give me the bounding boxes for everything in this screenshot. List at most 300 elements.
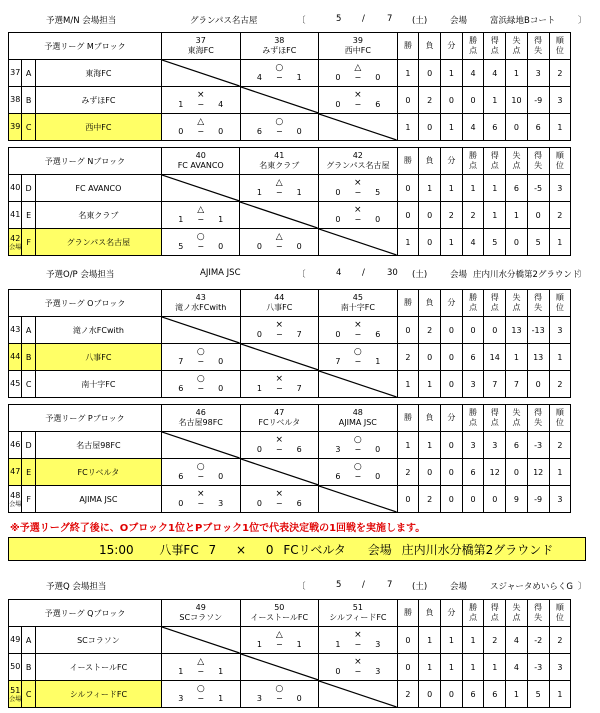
- stat-header-label: 失: [512, 293, 521, 302]
- result-symbol: ×: [354, 320, 362, 330]
- team-index: [9, 114, 22, 141]
- stat-value: 1: [397, 60, 419, 87]
- score-separator: −: [275, 242, 283, 251]
- stat-header-label: 位: [555, 161, 564, 170]
- header-venue-label: 会場: [450, 270, 468, 280]
- stat-header-label: 得: [490, 293, 499, 302]
- team-letter: C: [22, 371, 35, 398]
- stat-header-label: 失: [512, 408, 521, 417]
- match-result-cell: [240, 317, 319, 344]
- stat-value: 1: [441, 60, 463, 87]
- stat-value: 2: [419, 317, 441, 344]
- match-result-cell: [319, 344, 398, 371]
- opponent-number: 37: [195, 36, 206, 45]
- stat-header-label: 順: [555, 603, 564, 612]
- result-symbol: △: [275, 178, 283, 188]
- stat-header-label: 得: [534, 36, 543, 45]
- team-index: [9, 371, 22, 398]
- score-separator: −: [197, 357, 205, 366]
- match-result-cell: [240, 60, 319, 87]
- score-for: 0: [256, 242, 262, 251]
- stat-value: -2: [527, 627, 549, 654]
- opponent-name: みずほFC: [262, 46, 297, 55]
- result-score: [319, 330, 397, 339]
- self-match-cell: [240, 459, 319, 486]
- stat-value: 4: [462, 229, 484, 256]
- stat-value: 4: [462, 114, 484, 141]
- team-number: 51: [10, 685, 21, 695]
- self-match-cell: [161, 627, 240, 654]
- team-letter: B: [22, 87, 35, 114]
- stat-header-label: 失: [534, 46, 543, 55]
- table-row: [9, 202, 593, 229]
- self-match-cell: [240, 344, 319, 371]
- match-result-cell: [319, 432, 398, 459]
- team-index: [9, 459, 22, 486]
- stat-value: 0: [441, 317, 463, 344]
- diagonal-line: [240, 202, 318, 228]
- opponent-number: 43: [195, 293, 206, 302]
- stat-header-label: 点: [490, 613, 499, 622]
- table-header-row: [9, 600, 593, 627]
- block-title: 予選リーグ Mブロック: [9, 33, 162, 60]
- score-against: 0: [218, 384, 224, 393]
- stat-value: 0: [441, 371, 463, 398]
- table-row: [9, 344, 593, 371]
- stat-value: 1: [419, 432, 441, 459]
- result-score: [319, 667, 397, 676]
- table-row: [9, 229, 593, 256]
- stat-header: [397, 148, 419, 175]
- stat-value: 1: [441, 114, 463, 141]
- table-row: [9, 114, 593, 141]
- stat-value: 1: [506, 202, 528, 229]
- stat-header-label: 失: [534, 303, 543, 312]
- stat-header: [462, 148, 484, 175]
- header-slash: /: [362, 268, 365, 278]
- bracket-open: 〔: [297, 582, 306, 592]
- score-for: 6: [335, 472, 341, 481]
- header-org: AJIMA JSC: [200, 268, 241, 278]
- stat-header-label: 点: [469, 161, 478, 170]
- stat-value: 1: [419, 654, 441, 681]
- opponent-number: 49: [195, 603, 206, 612]
- stat-header-label: 勝: [403, 298, 412, 307]
- stat-header-label: 負: [425, 41, 434, 50]
- team-index: [9, 344, 22, 371]
- result-score: [162, 215, 240, 224]
- stat-value: 6: [506, 432, 528, 459]
- score-against: 0: [218, 242, 224, 251]
- result-symbol: △: [197, 657, 205, 667]
- stat-header-label: 分: [447, 156, 456, 165]
- team-letter: F: [22, 486, 35, 513]
- score-against: 1: [375, 357, 381, 366]
- team-letter: B: [22, 344, 35, 371]
- stat-value: 0: [506, 459, 528, 486]
- match-result-cell: [240, 432, 319, 459]
- opponent-name: 名東クラブ: [259, 161, 300, 170]
- stat-value: 3: [549, 87, 571, 114]
- result-score: [319, 100, 397, 109]
- team-letter: D: [22, 432, 35, 459]
- score-separator: −: [354, 445, 362, 454]
- stat-header-label: 失: [512, 36, 521, 45]
- stat-header-label: 分: [447, 608, 456, 617]
- header-slash: /: [362, 14, 365, 24]
- opponent-name: 西中FC: [344, 46, 371, 55]
- stat-header-label: 点: [512, 613, 521, 622]
- team-number: 42: [10, 233, 21, 243]
- stat-header: [462, 33, 484, 60]
- result-symbol: ○: [275, 684, 284, 694]
- stat-value: 1: [440, 175, 462, 202]
- stat-value: 0: [397, 486, 419, 513]
- stat-header: [527, 290, 549, 317]
- stat-header-label: 分: [447, 413, 456, 422]
- self-match-cell: [240, 202, 319, 229]
- stat-header: [549, 405, 571, 432]
- stat-header: [549, 148, 571, 175]
- team-name: 名東クラブ: [35, 202, 161, 229]
- notice-text: ※予選リーグ終了後に、Oブロック1位とPブロック1位で代表決定戦の1回戦を実施します。: [10, 523, 426, 534]
- opponent-name: 南十字FC: [340, 303, 375, 312]
- header-venue-label: 会場: [450, 16, 468, 26]
- stat-value: -9: [527, 486, 549, 513]
- stat-header-label: 点: [469, 303, 478, 312]
- stat-header-label: 順: [555, 151, 564, 160]
- team-name: イーストールFC: [35, 654, 161, 681]
- opponent-number: 48: [352, 408, 363, 417]
- stat-header-label: 点: [490, 46, 499, 55]
- stat-header-label: 得: [490, 151, 499, 160]
- stat-header-label: 得: [534, 603, 543, 612]
- stat-value: 1: [484, 654, 506, 681]
- stat-value: 13: [506, 317, 528, 344]
- venue-host-tag: 会場: [9, 695, 22, 703]
- stat-value: 0: [484, 317, 506, 344]
- score-for: 0: [335, 100, 341, 109]
- stat-value: 1: [484, 175, 506, 202]
- match-result-cell: [240, 114, 319, 141]
- diagonal-line: [241, 344, 319, 370]
- score-against: 7: [296, 330, 302, 339]
- opponent-number: 38: [274, 36, 285, 45]
- score-against: 6: [375, 330, 381, 339]
- stat-value: 1: [549, 681, 571, 708]
- league-table-n: [8, 147, 593, 256]
- score-for: 3: [256, 694, 262, 703]
- stat-value: 3: [484, 432, 506, 459]
- stat-value: 0: [419, 459, 441, 486]
- table-row: [9, 681, 593, 708]
- diagonal-line: [162, 317, 240, 343]
- table-row: [9, 175, 593, 202]
- stat-value: 2: [462, 202, 484, 229]
- result-score: [240, 188, 318, 197]
- result-score: [319, 188, 397, 197]
- team-letter: C: [22, 114, 35, 141]
- match-result-cell: [161, 371, 240, 398]
- stat-header: [484, 405, 506, 432]
- result-score: [241, 499, 319, 508]
- score-against: 6: [296, 445, 302, 454]
- result-symbol: ×: [354, 630, 362, 640]
- header-dow: (土): [412, 270, 428, 280]
- stat-header: [549, 33, 571, 60]
- score-for: 6: [178, 472, 184, 481]
- self-match-cell: [319, 229, 398, 256]
- result-symbol: ×: [275, 489, 284, 499]
- stat-value: 6: [462, 344, 484, 371]
- match-venue-label: 会場: [367, 543, 392, 557]
- score-separator: −: [354, 188, 362, 197]
- stat-header: [419, 148, 441, 175]
- stat-header-label: 勝: [403, 413, 412, 422]
- match-result-cell: [161, 87, 240, 114]
- stat-header-label: 順: [555, 293, 564, 302]
- score-against: 3: [375, 667, 381, 676]
- score-against: 0: [218, 127, 224, 136]
- stat-header: [484, 33, 506, 60]
- result-score: [162, 357, 240, 366]
- stat-header-label: 点: [512, 418, 521, 427]
- score-for: 1: [256, 384, 262, 393]
- team-letter: A: [22, 60, 35, 87]
- score-against: 0: [296, 242, 302, 251]
- opponent-name: AJIMA JSC: [338, 418, 377, 427]
- stat-value: 12: [484, 459, 506, 486]
- stat-header-label: 失: [512, 151, 521, 160]
- team-index: [9, 60, 22, 87]
- opponent-name: 滝ノ水FCwith: [175, 303, 227, 312]
- score-for: 1: [256, 640, 262, 649]
- stat-header-label: 負: [425, 298, 434, 307]
- result-score: [162, 472, 240, 481]
- opponent-header: [319, 600, 398, 627]
- header-venue: 富浜緑地Bコート: [490, 16, 556, 26]
- stat-value: 1: [419, 627, 441, 654]
- bracket-open: 〔: [297, 270, 306, 280]
- header-label: 予選O/P 会場担当: [46, 270, 115, 280]
- score-separator: −: [275, 640, 283, 649]
- opponent-header: [319, 148, 398, 175]
- score-separator: −: [197, 384, 205, 393]
- header-month: 4: [336, 268, 342, 278]
- score-against: 5: [375, 188, 381, 197]
- self-match-cell: [161, 432, 240, 459]
- stat-header-label: 失: [512, 603, 521, 612]
- score-against: 0: [296, 127, 302, 136]
- stat-value: 7: [484, 371, 506, 398]
- team-letter: A: [22, 627, 35, 654]
- match-result-cell: [161, 681, 240, 708]
- team-name: 南十字FC: [35, 371, 161, 398]
- table-row: [9, 627, 593, 654]
- diagonal-line: [319, 371, 397, 397]
- header-org: グランパス名古屋: [190, 16, 258, 26]
- result-score: [319, 445, 397, 454]
- opponent-number: 51: [352, 603, 363, 612]
- diagonal-line: [319, 114, 397, 140]
- team-index: [9, 87, 22, 114]
- stat-header-label: 勝: [403, 156, 412, 165]
- header-day: 7: [387, 14, 393, 24]
- opponent-header: [161, 33, 240, 60]
- score-for: 7: [178, 357, 184, 366]
- result-symbol: ○: [196, 684, 205, 694]
- league-table-m: [8, 32, 593, 141]
- score-against: 1: [218, 667, 224, 676]
- score-for: 0: [335, 73, 341, 82]
- stat-header-label: 得: [534, 151, 543, 160]
- opponent-name: FC AVANCO: [177, 161, 224, 170]
- stat-header-label: 失: [534, 418, 543, 427]
- score-separator: −: [275, 694, 283, 703]
- stat-header: [484, 290, 506, 317]
- stat-header: [419, 290, 441, 317]
- result-score: [162, 127, 240, 136]
- stat-header-label: 勝: [469, 293, 478, 302]
- stat-header-label: 点: [469, 418, 478, 427]
- header-venue: 庄内川水分橋第2グラウンド: [473, 270, 581, 280]
- team-index: [9, 432, 22, 459]
- diagonal-line: [162, 432, 240, 458]
- result-score: [240, 242, 318, 251]
- team-number: 50: [10, 662, 21, 671]
- stat-header: [506, 600, 528, 627]
- score-separator: −: [354, 667, 362, 676]
- match-result-cell: [240, 681, 319, 708]
- opponent-number: 40: [195, 151, 206, 160]
- opponent-header: [319, 290, 398, 317]
- team-name: 東海FC: [35, 60, 161, 87]
- result-symbol: ×: [275, 320, 284, 330]
- stat-header-label: 位: [555, 46, 564, 55]
- match-result-cell: [319, 627, 398, 654]
- result-symbol: ×: [275, 374, 284, 384]
- score-for: 1: [178, 100, 184, 109]
- stat-value: 1: [484, 202, 506, 229]
- stat-header: [419, 600, 441, 627]
- team-letter: D: [22, 175, 35, 202]
- result-score: [162, 667, 240, 676]
- opponent-name: 八事FC: [266, 303, 293, 312]
- diagonal-line: [241, 87, 319, 113]
- result-score: [162, 499, 240, 508]
- stat-value: 2: [419, 486, 441, 513]
- match-team2: FCリベルタ: [283, 543, 346, 557]
- stat-header: [441, 405, 463, 432]
- team-letter: F: [22, 229, 35, 256]
- block-title: 予選リーグ Oブロック: [9, 290, 162, 317]
- result-symbol: △: [275, 630, 283, 640]
- result-symbol: △: [275, 232, 283, 242]
- stat-header-label: 点: [512, 46, 521, 55]
- score-against: 0: [218, 357, 224, 366]
- stat-value: 0: [397, 317, 419, 344]
- stat-header-label: 得: [534, 408, 543, 417]
- opponent-header: [161, 600, 240, 627]
- score-separator: −: [197, 215, 205, 224]
- score-for: 6: [178, 384, 184, 393]
- stat-value: 6: [527, 114, 549, 141]
- score-against: 1: [218, 694, 224, 703]
- result-score: [241, 694, 319, 703]
- score-against: 0: [375, 215, 381, 224]
- result-symbol: ×: [275, 435, 284, 445]
- score-for: 1: [178, 667, 184, 676]
- stat-value: 3: [549, 175, 571, 202]
- match-result-cell: [161, 114, 240, 141]
- stat-value: 0: [462, 87, 484, 114]
- stat-value: 4: [484, 60, 506, 87]
- score-separator: −: [354, 357, 362, 366]
- score-against: 4: [218, 100, 224, 109]
- team-number: 45: [10, 379, 21, 388]
- score-separator: −: [197, 472, 205, 481]
- score-for: 0: [335, 667, 341, 676]
- opponent-header: [240, 33, 319, 60]
- stat-value: 0: [441, 486, 463, 513]
- match-result-cell: [161, 344, 240, 371]
- team-number: 47: [10, 467, 21, 476]
- match-score2: 0: [265, 543, 274, 557]
- match-x: ×: [236, 543, 247, 557]
- stat-header: [441, 290, 463, 317]
- header-slash: /: [362, 580, 365, 590]
- match-score1: 7: [208, 543, 217, 557]
- stat-value: 2: [549, 202, 571, 229]
- stat-value: 7: [506, 371, 528, 398]
- score-against: 0: [296, 694, 302, 703]
- stat-value: 1: [397, 229, 419, 256]
- result-score: [319, 73, 397, 82]
- stat-header: [527, 405, 549, 432]
- score-for: 3: [335, 445, 341, 454]
- score-separator: −: [197, 127, 205, 136]
- header-label: 予選M/N 会場担当: [46, 16, 117, 26]
- score-separator: −: [275, 384, 283, 393]
- stat-value: 2: [419, 87, 441, 114]
- team-index: [9, 202, 22, 229]
- diagonal-line: [319, 681, 397, 707]
- stat-value: 0: [419, 344, 441, 371]
- stat-header-label: 位: [555, 418, 564, 427]
- result-symbol: ×: [354, 657, 362, 667]
- stat-value: 2: [549, 627, 571, 654]
- team-number: 48: [10, 490, 21, 500]
- team-index: [9, 486, 22, 513]
- score-for: 0: [256, 330, 262, 339]
- stat-header-label: 順: [555, 36, 564, 45]
- self-match-cell: [319, 114, 398, 141]
- stat-value: 1: [506, 681, 528, 708]
- stat-value: -9: [527, 87, 549, 114]
- stat-value: 0: [441, 87, 463, 114]
- header-venue: スジャータめいらくG: [490, 582, 573, 592]
- result-symbol: ○: [196, 462, 205, 472]
- stat-value: 0: [441, 681, 463, 708]
- score-separator: −: [354, 215, 362, 224]
- diagonal-line: [319, 229, 397, 255]
- team-number: 40: [10, 183, 21, 192]
- score-against: 0: [375, 445, 381, 454]
- score-separator: −: [275, 188, 283, 197]
- stat-header: [419, 405, 441, 432]
- result-symbol: ×: [354, 90, 362, 100]
- venue-host-tag: 会場: [9, 500, 22, 508]
